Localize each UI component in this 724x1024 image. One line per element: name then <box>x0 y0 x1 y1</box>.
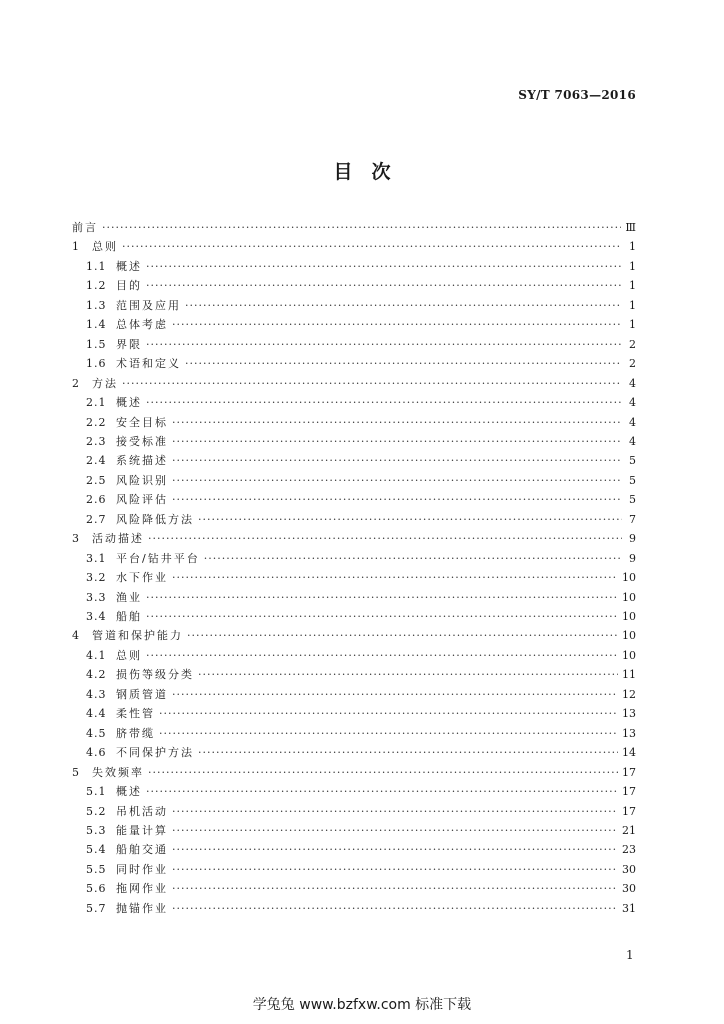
toc-leader-dots <box>146 259 622 275</box>
toc-entry-number: 2.6 <box>86 493 107 507</box>
toc-entry-page: 17 <box>622 804 636 818</box>
toc-leader-dots <box>146 609 618 625</box>
toc-entry-page: 23 <box>622 843 636 857</box>
toc-entry[interactable] <box>72 765 636 781</box>
toc-entry-label: 系统描述 <box>116 454 168 468</box>
toc-leader-dots <box>172 570 618 586</box>
toc-entry-label: 脐带缆 <box>116 726 155 740</box>
toc-entry-label: 接受标准 <box>116 434 168 448</box>
toc-entry-page: Ⅲ <box>625 221 636 234</box>
toc-entry-number: 5.4 <box>86 843 107 857</box>
toc-entry-number: 4.5 <box>86 726 107 740</box>
toc-leader-dots <box>146 337 622 353</box>
toc-entry[interactable] <box>86 706 636 722</box>
toc-leader-dots <box>172 842 618 858</box>
footer-watermark: 学兔兔 www.bzfxw.com 标准下载 <box>252 997 472 1013</box>
toc-entry-label: 方法 <box>92 376 118 390</box>
toc-leader-dots <box>172 453 622 469</box>
toc-entry-number: 2.3 <box>86 434 107 448</box>
toc-entry[interactable] <box>72 376 636 392</box>
toc-leader-dots <box>122 239 622 255</box>
toc-entry-page: 12 <box>622 687 636 701</box>
toc-entry-page: 2 <box>629 357 636 371</box>
toc-entry-page: 4 <box>629 415 636 429</box>
toc-entry-page: 13 <box>622 726 636 740</box>
toc-entry-page: 5 <box>629 454 636 468</box>
toc-entry[interactable] <box>86 570 636 586</box>
toc-entry-label: 管道和保护能力 <box>92 629 183 643</box>
toc-entry-label: 拖网作业 <box>116 882 168 896</box>
toc-entry-label: 船舶交通 <box>116 843 168 857</box>
toc-leader-dots <box>198 667 618 683</box>
toc-entry-page: 1 <box>629 279 636 293</box>
toc-entry-label: 总则 <box>116 648 142 662</box>
toc-leader-dots <box>172 492 622 508</box>
toc-entry-number: 5.1 <box>86 785 107 799</box>
toc-entry-label: 不同保护方法 <box>116 746 194 760</box>
toc-entry-page: 1 <box>629 298 636 312</box>
standard-number: SY/T 7063—2016 <box>518 88 636 102</box>
toc-leader-dots <box>172 804 618 820</box>
toc-entry-page: 10 <box>622 648 636 662</box>
toc-entry-label: 活动描述 <box>92 532 144 546</box>
toc-entry-page: 5 <box>629 473 636 487</box>
toc-entry-number: 5.6 <box>86 882 107 896</box>
toc-entry[interactable] <box>86 881 636 897</box>
toc-entry-page: 14 <box>622 746 636 760</box>
toc-leader-dots <box>172 317 622 333</box>
toc-entry[interactable] <box>86 590 636 606</box>
toc-entry-page: 10 <box>622 571 636 585</box>
toc-leader-dots <box>159 726 618 742</box>
toc-entry[interactable] <box>86 337 636 353</box>
page-title: 目 次 <box>333 161 391 183</box>
toc-leader-dots <box>172 881 618 897</box>
toc-entry-number: 5.7 <box>86 901 107 915</box>
toc-entry-page: 17 <box>622 785 636 799</box>
toc-leader-dots <box>172 415 622 431</box>
toc-entry-label: 界限 <box>116 337 142 351</box>
toc-entry[interactable] <box>86 667 636 683</box>
toc-entry-page: 13 <box>622 707 636 721</box>
toc-entry-label: 平台/钻井平台 <box>116 551 200 565</box>
toc-entry[interactable] <box>86 862 636 878</box>
toc-entry-number: 4.2 <box>86 668 107 682</box>
toc-entry-label: 概述 <box>116 785 142 799</box>
toc-entry-number: 1.6 <box>86 357 107 371</box>
toc-entry-page: 2 <box>629 337 636 351</box>
toc-leader-dots <box>204 551 622 567</box>
toc-entry-label: 概述 <box>116 259 142 273</box>
toc-entry-label: 水下作业 <box>116 571 168 585</box>
toc-entry-page: 21 <box>622 823 636 837</box>
toc-entry-number: 4 <box>72 629 80 643</box>
toc-entry-page: 10 <box>622 629 636 643</box>
toc-leader-dots <box>146 648 618 664</box>
toc-entry-number: 3.2 <box>86 571 107 585</box>
toc-entry-label: 失效频率 <box>92 765 144 779</box>
toc-entry-number: 1.5 <box>86 337 107 351</box>
toc-entry-label: 安全目标 <box>116 415 168 429</box>
toc-entry-number: 1.4 <box>86 318 107 332</box>
toc-entry-label: 风险识别 <box>116 473 168 487</box>
toc-entry-label: 钢质管道 <box>116 687 168 701</box>
toc-leader-dots <box>198 512 622 528</box>
toc-entry-number: 2.1 <box>86 396 107 410</box>
toc-entry-page: 4 <box>629 396 636 410</box>
toc-entry-label: 总则 <box>92 240 118 254</box>
toc-entry-label: 风险降低方法 <box>116 512 194 526</box>
toc-leader-dots <box>148 765 618 781</box>
toc-entry-number: 5.2 <box>86 804 107 818</box>
toc-entry[interactable] <box>86 395 636 411</box>
toc-entry-number: 4.1 <box>86 648 107 662</box>
toc-entry-label: 总体考虑 <box>116 318 168 332</box>
toc-leader-dots <box>185 356 622 372</box>
toc-entry-number: 4.6 <box>86 746 107 760</box>
toc-entry-number: 2.2 <box>86 415 107 429</box>
toc-entry-label: 船舶 <box>116 610 142 623</box>
toc-entry-number: 1.2 <box>86 279 107 293</box>
toc-entry-label: 渔业 <box>116 590 142 604</box>
toc-entry-label: 吊机活动 <box>116 804 168 818</box>
toc-entry[interactable] <box>86 356 636 372</box>
toc-leader-dots <box>172 901 618 917</box>
toc-entry[interactable] <box>86 609 636 625</box>
toc-entry[interactable] <box>86 259 636 275</box>
toc-entry[interactable] <box>86 298 636 314</box>
toc-entry-label: 风险评估 <box>116 493 168 507</box>
toc-leader-dots <box>187 628 618 644</box>
toc-entry-page: 1 <box>629 318 636 332</box>
toc-entry[interactable] <box>86 415 636 431</box>
toc-leader-dots <box>146 784 618 800</box>
toc-entry[interactable] <box>86 492 636 508</box>
toc-entry-number: 1 <box>72 240 80 254</box>
toc-entry-page: 11 <box>622 668 636 682</box>
toc-leader-dots <box>102 220 621 236</box>
toc-entry-label: 抛锚作业 <box>116 901 168 915</box>
toc-entry-page: 4 <box>629 376 636 390</box>
toc-entry-number: 5.3 <box>86 823 107 837</box>
toc-entry-label: 前言 <box>72 221 98 234</box>
toc-entry-number: 3.3 <box>86 590 107 604</box>
toc-entry[interactable] <box>86 453 636 469</box>
toc-entry-number: 2 <box>72 376 80 390</box>
toc-entry[interactable] <box>86 648 636 664</box>
toc-entry[interactable] <box>86 804 636 820</box>
toc-entry[interactable] <box>86 473 636 489</box>
toc-leader-dots <box>148 531 622 547</box>
toc-leader-dots <box>172 687 618 703</box>
toc-entry-number: 5.5 <box>86 862 107 876</box>
toc-entry[interactable] <box>86 745 636 761</box>
toc-entry-page: 5 <box>629 493 636 507</box>
toc-entry[interactable] <box>86 434 636 450</box>
page-number: 1 <box>626 948 634 962</box>
toc-entry-number: 5 <box>72 765 80 779</box>
toc-entry-number: 3 <box>72 532 80 546</box>
toc-entry-label: 柔性管 <box>116 707 155 721</box>
toc-leader-dots <box>146 590 618 606</box>
toc-entry-page: 1 <box>629 259 636 273</box>
toc-entry[interactable] <box>86 823 636 839</box>
toc-entry-label: 能量计算 <box>116 823 168 837</box>
toc-leader-dots <box>172 434 622 450</box>
toc-leader-dots <box>172 823 618 839</box>
toc-entry-page: 17 <box>622 765 636 779</box>
toc-entry-page: 10 <box>622 610 636 623</box>
toc-entry-page: 9 <box>629 532 636 546</box>
toc-entry[interactable] <box>86 842 636 858</box>
toc-entry[interactable] <box>86 784 636 800</box>
toc-entry-page: 10 <box>622 590 636 604</box>
toc-entry-label: 同时作业 <box>116 862 168 876</box>
toc-entry[interactable] <box>86 901 636 917</box>
toc-entry-label: 目的 <box>116 279 142 293</box>
toc-leader-dots <box>146 395 622 411</box>
toc-leader-dots <box>146 278 622 294</box>
toc-entry-number: 3.1 <box>86 551 107 565</box>
toc-entry[interactable] <box>86 317 636 333</box>
toc-entry-page: 9 <box>629 551 636 565</box>
toc-leader-dots <box>172 862 618 878</box>
toc-entry[interactable] <box>72 239 636 255</box>
toc-entry[interactable] <box>86 726 636 742</box>
toc-leader-dots <box>185 298 622 314</box>
toc-entry-number: 2.7 <box>86 512 107 526</box>
toc-entry-number: 2.4 <box>86 454 107 468</box>
toc-entry-label: 术语和定义 <box>116 357 181 371</box>
toc-leader-dots <box>122 376 622 392</box>
toc-entry[interactable] <box>86 687 636 703</box>
toc-entry[interactable] <box>86 278 636 294</box>
toc-entry-page: 1 <box>629 240 636 254</box>
toc-entry[interactable] <box>72 531 636 547</box>
toc-entry-label: 概述 <box>116 396 142 410</box>
toc-entry-number: 2.5 <box>86 473 107 487</box>
toc-leader-dots <box>198 745 618 761</box>
toc-entry-number: 4.3 <box>86 687 107 701</box>
toc-entry-page: 30 <box>622 862 636 876</box>
toc-entry-number: 4.4 <box>86 707 107 721</box>
toc-entry[interactable] <box>86 551 636 567</box>
toc-entry-page: 7 <box>629 512 636 526</box>
toc-entry-label: 范围及应用 <box>116 298 181 312</box>
toc-entry-number: 3.4 <box>86 610 107 623</box>
toc-entry-label: 损伤等级分类 <box>116 668 194 682</box>
toc-entry-page: 31 <box>622 901 636 915</box>
toc-entry-page: 4 <box>629 434 636 448</box>
toc-entry-number: 1.3 <box>86 298 107 312</box>
toc-leader-dots <box>159 706 618 722</box>
toc-entry-number: 1.1 <box>86 259 107 273</box>
toc-entry[interactable] <box>86 512 636 528</box>
toc-entry[interactable] <box>72 628 636 644</box>
toc-entry[interactable] <box>72 220 636 236</box>
toc-leader-dots <box>172 473 622 489</box>
toc-entry-page: 30 <box>622 882 636 896</box>
